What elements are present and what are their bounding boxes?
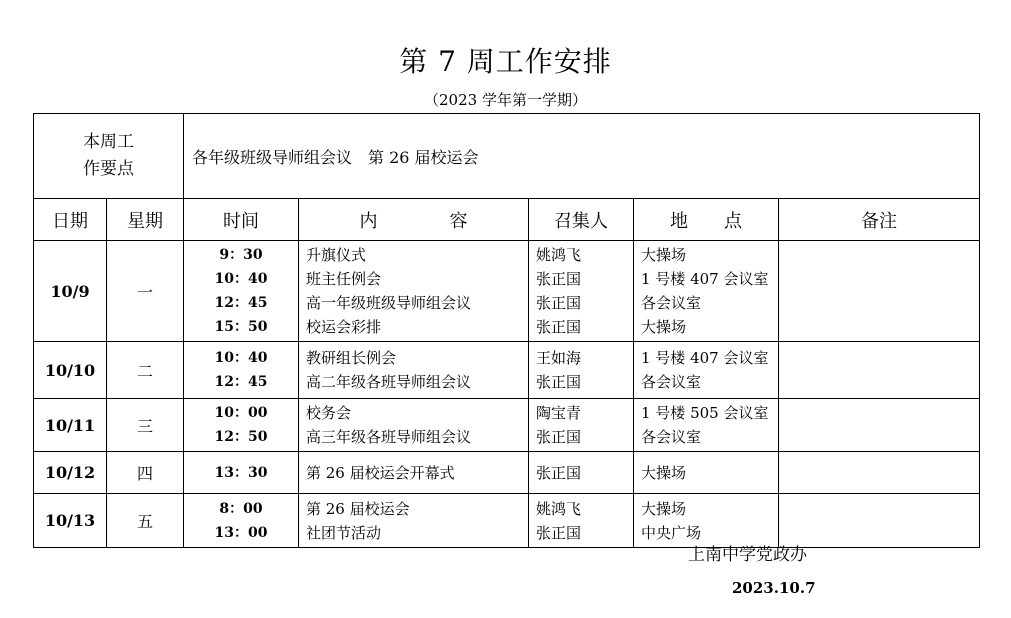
place-line: 中央广场 xyxy=(641,523,702,542)
table-row xyxy=(34,452,980,494)
notes-cell xyxy=(779,452,980,494)
table-row xyxy=(34,342,980,399)
content-line: 第 26 届校运会 xyxy=(306,499,410,518)
date-cell: 10/13 xyxy=(34,494,107,548)
convener-line: 张正国 xyxy=(536,463,582,482)
weekday-cell: 三 xyxy=(107,399,184,452)
place-cell xyxy=(634,494,779,548)
weekday-cell: 四 xyxy=(107,452,184,494)
focus-text: 各年级班级导师组会议 第 26 届校运会 xyxy=(184,114,980,199)
content-line: 教研组长例会 xyxy=(306,349,397,367)
place-line: 1 号楼 407 会议室 xyxy=(641,349,769,367)
time-line: 9：30 xyxy=(219,247,263,263)
time-line: 10：00 xyxy=(214,405,268,421)
place-line: 大操场 xyxy=(641,246,687,264)
place-cell xyxy=(634,342,779,399)
page-title: 第 7 周工作安排 xyxy=(399,45,612,78)
convener-cell xyxy=(529,452,634,494)
place-line: 1 号楼 407 会议室 xyxy=(641,270,769,288)
content-line: 第 26 届校运会开幕式 xyxy=(306,463,455,482)
notes-cell xyxy=(779,241,980,342)
notes-cell xyxy=(779,342,980,399)
content-cell xyxy=(299,241,529,342)
place-cell xyxy=(634,241,779,342)
weekday-cell: 五 xyxy=(107,494,184,548)
convener-line: 张正国 xyxy=(536,428,582,446)
date-cell: 10/9 xyxy=(34,241,107,342)
table-row xyxy=(34,399,980,452)
place-line: 大操场 xyxy=(641,499,687,518)
notes-cell xyxy=(779,399,980,452)
weekday-cell: 一 xyxy=(107,241,184,342)
content-cell xyxy=(299,342,529,399)
content-cell xyxy=(299,494,529,548)
place-cell xyxy=(634,399,779,452)
convener-line: 张正国 xyxy=(536,373,582,391)
focus-label-line2: 作要点 xyxy=(83,159,134,179)
place-line: 各会议室 xyxy=(641,294,702,312)
header-place: 地 点 xyxy=(634,199,779,241)
content-line: 班主任例会 xyxy=(306,270,382,288)
time-line: 13：30 xyxy=(214,464,268,481)
table-row xyxy=(34,241,980,342)
place-line: 各会议室 xyxy=(641,373,702,391)
convener-line: 姚鸿飞 xyxy=(536,499,582,518)
weekday-cell: 二 xyxy=(107,342,184,399)
content-line: 高三年级各班导师组会议 xyxy=(306,428,472,446)
convener-line: 张正国 xyxy=(536,270,582,288)
focus-row xyxy=(34,114,980,199)
time-cell xyxy=(184,494,299,548)
content-line: 校务会 xyxy=(306,404,352,422)
content-cell xyxy=(299,452,529,494)
footer-org: 上南中学党政办 xyxy=(688,545,807,565)
time-cell xyxy=(184,342,299,399)
time-cell xyxy=(184,399,299,452)
header-convener: 召集人 xyxy=(529,199,634,241)
content-line: 高一年级班级导师组会议 xyxy=(306,294,472,312)
header-weekday: 星期 xyxy=(107,199,184,241)
place-cell xyxy=(634,452,779,494)
content-cell xyxy=(299,399,529,452)
time-line: 12：50 xyxy=(214,429,268,445)
place-line: 1 号楼 505 会议室 xyxy=(641,404,769,422)
table-row xyxy=(34,494,980,548)
convener-line: 张正国 xyxy=(536,523,582,542)
time-cell xyxy=(184,452,299,494)
convener-cell xyxy=(529,342,634,399)
content-line: 升旗仪式 xyxy=(306,246,367,264)
header-date: 日期 xyxy=(34,199,107,241)
place-line: 各会议室 xyxy=(641,428,702,446)
time-line: 10：40 xyxy=(214,271,268,287)
convener-line: 王如海 xyxy=(536,349,582,367)
footer-date: 2023.10.7 xyxy=(732,579,816,597)
convener-line: 陶宝青 xyxy=(536,404,582,422)
page-subtitle: （2023 学年第一学期） xyxy=(424,91,587,109)
content-line: 校运会彩排 xyxy=(306,318,382,336)
header-row xyxy=(34,199,980,241)
time-line: 8：00 xyxy=(219,500,263,517)
convener-line: 张正国 xyxy=(536,318,582,336)
content-line: 社团节活动 xyxy=(306,523,382,542)
header-content: 内 容 xyxy=(299,199,529,241)
time-line: 13：00 xyxy=(214,524,268,541)
convener-line: 姚鸿飞 xyxy=(536,246,582,264)
convener-cell xyxy=(529,494,634,548)
convener-line: 张正国 xyxy=(536,294,582,312)
date-cell: 10/11 xyxy=(34,399,107,452)
focus-label-line1: 本周工 xyxy=(83,132,134,152)
date-cell: 10/12 xyxy=(34,452,107,494)
date-cell: 10/10 xyxy=(34,342,107,399)
time-line: 10：40 xyxy=(214,350,268,366)
schedule-table xyxy=(33,113,980,548)
time-line: 12：45 xyxy=(214,374,268,390)
place-line: 大操场 xyxy=(641,463,687,482)
time-line: 12：45 xyxy=(214,295,268,311)
focus-label-cell xyxy=(34,114,184,199)
header-notes: 备注 xyxy=(779,199,980,241)
place-line: 大操场 xyxy=(641,318,687,336)
time-cell xyxy=(184,241,299,342)
convener-cell xyxy=(529,241,634,342)
convener-cell xyxy=(529,399,634,452)
notes-cell xyxy=(779,494,980,548)
header-time: 时间 xyxy=(184,199,299,241)
time-line: 15：50 xyxy=(214,319,268,335)
content-line: 高二年级各班导师组会议 xyxy=(306,373,472,391)
